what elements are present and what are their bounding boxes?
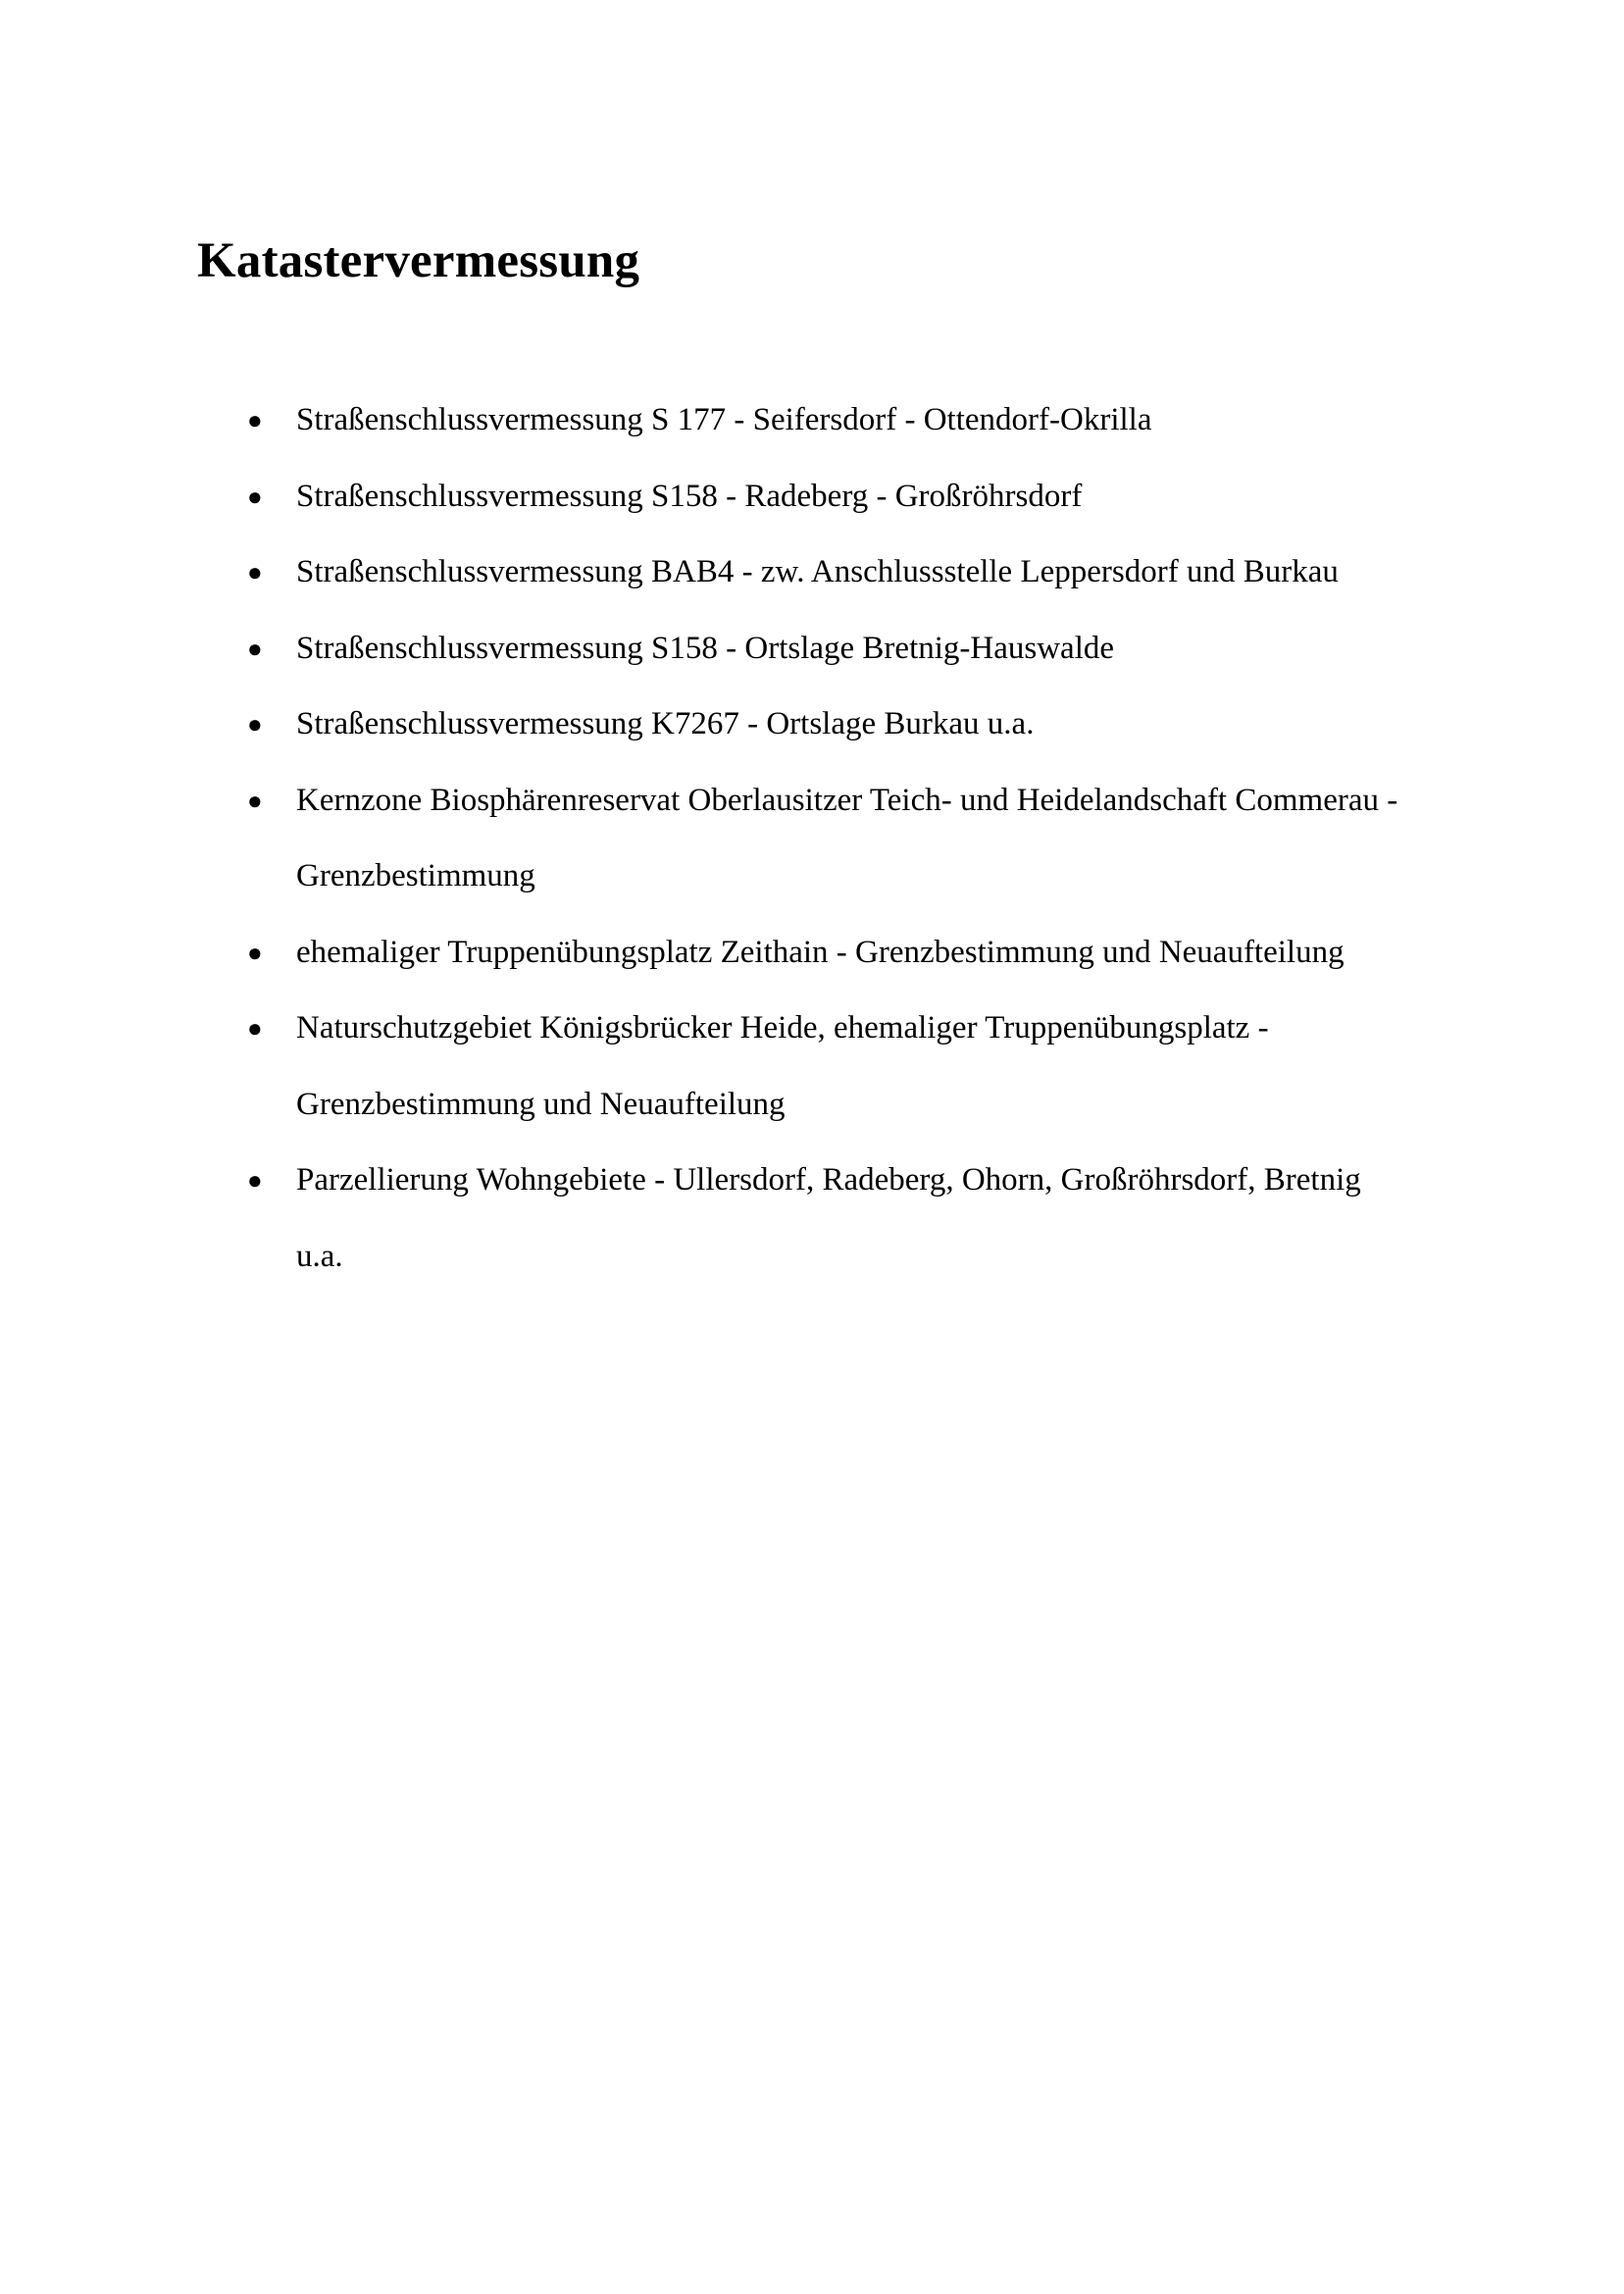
bullet-icon: ●	[247, 938, 263, 967]
list-item	[0, 991, 1624, 1143]
bullet-icon: ●	[247, 482, 263, 511]
list-item-text-line: Straßenschlussvermessung S 177 - Seifersdorf - Ottendorf-Okrilla	[296, 402, 1152, 437]
bullet-icon: ●	[247, 786, 263, 815]
list-item	[0, 915, 1624, 992]
bullet-icon: ●	[247, 1166, 263, 1195]
list-item-text-line: Parzellierung Wohngebiete - Ullersdorf, Radeberg, Ohorn, Großröhrsdorf, Bretnig	[296, 1162, 1361, 1198]
list-item	[0, 687, 1624, 763]
list-item-text-line: u.a.	[296, 1238, 343, 1274]
list-item-text-line: Naturschutzgebiet Königsbrücker Heide, ehemaliger Truppenübungsplatz -	[296, 1010, 1269, 1045]
list-item-text-line: Straßenschlussvermessung K7267 - Ortslage Burkau u.a.	[296, 706, 1035, 741]
list-item-text-line: Grenzbestimmung	[296, 858, 535, 893]
bullet-icon: ●	[247, 406, 263, 434]
list-item	[0, 535, 1624, 611]
list-item	[0, 611, 1624, 688]
list-item-text-line: ehemaliger Truppenübungsplatz Zeithain - Grenzbestimmung und Neuaufteilung	[296, 934, 1345, 970]
page-title: Katastervermessung	[197, 233, 640, 288]
list-item	[0, 459, 1624, 535]
list-item-text-line: Kernzone Biosphärenreservat Oberlausitzer Teich- und Heidelandschaft Commerau -	[296, 782, 1398, 818]
bullet-list	[0, 382, 1624, 1295]
list-item-text-line: Grenzbestimmung und Neuaufteilung	[296, 1086, 786, 1122]
bullet-icon: ●	[247, 1014, 263, 1043]
bullet-icon: ●	[247, 558, 263, 586]
list-item	[0, 763, 1624, 915]
list-item-text-line: Straßenschlussvermessung S158 - Ortslage Bretnig-Hauswalde	[296, 630, 1115, 666]
list-item	[0, 1143, 1624, 1295]
list-item-text-line: Straßenschlussvermessung BAB4 - zw. Anschlussstelle Leppersdorf und Burkau	[296, 554, 1339, 589]
bullet-icon: ●	[247, 634, 263, 663]
bullet-icon: ●	[247, 710, 263, 739]
list-item	[0, 382, 1624, 459]
list-item-text-line: Straßenschlussvermessung S158 - Radeberg - Großröhrsdorf	[296, 478, 1083, 514]
